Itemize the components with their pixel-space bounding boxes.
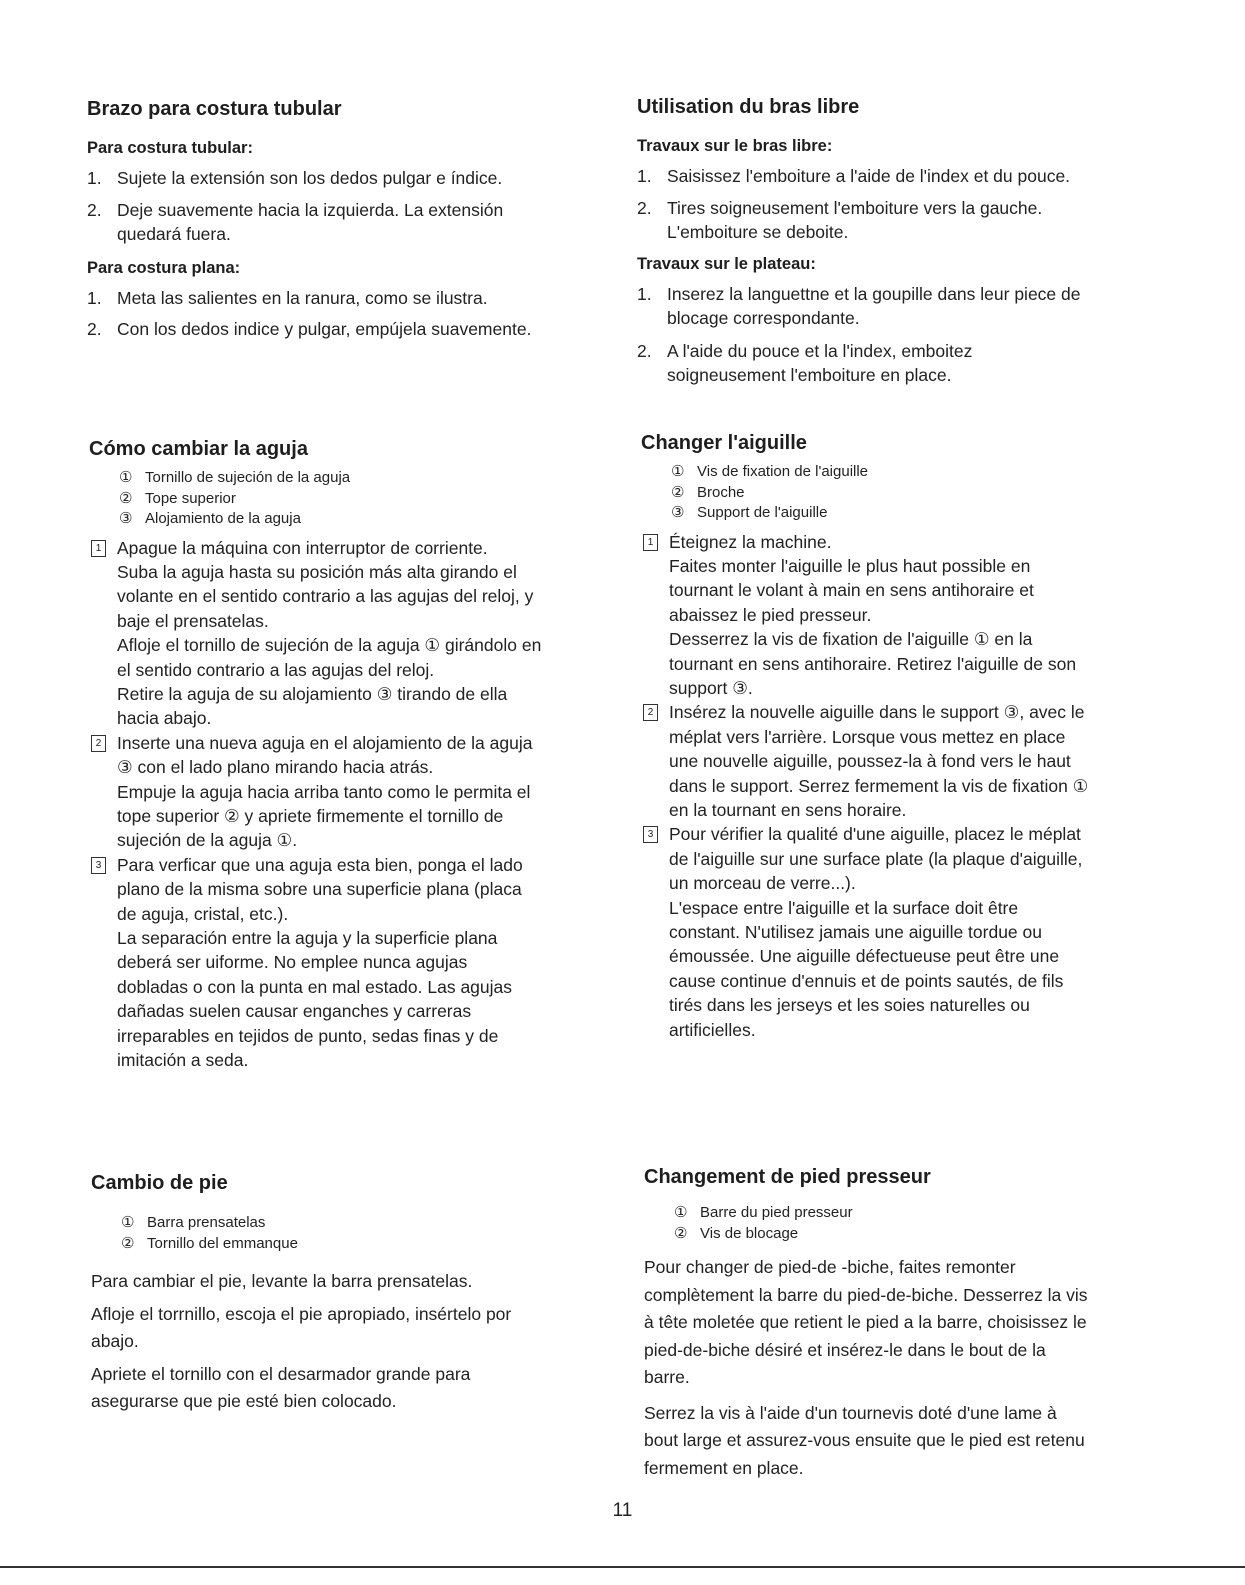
bottom-rule	[0, 1566, 1245, 1568]
es-foot-title: Cambio de pie	[91, 1172, 228, 1194]
legend-item: ② Tope superior	[119, 489, 236, 507]
es-needle-step-1: 1 Apague la máquina con interruptor de corriente. Suba la aguja hasta su posición más alta girando el volante en el sentido contrario a las agujas del reloj, y baje el prensatelas. Afloje el tornillo de sujeción de la aguja ① girándolo en el sentido contrario a las agujas del reloj. Retire la aguja de su alojamiento ③ tirando de ella hacia abajo.	[89, 536, 614, 731]
step-number-box: 3	[91, 857, 106, 874]
fr-needle-title: Changer l'aiguille	[641, 432, 807, 454]
es-tubular-section	[87, 98, 607, 342]
es-foot-para-3: Apriete el tornillo con el desarmador grande para asegurarse que pie esté bien colocado.	[91, 1364, 471, 1411]
legend-item: ② Vis de blocage	[674, 1224, 799, 1242]
step-number-box: 2	[91, 735, 106, 752]
step-number-box: 2	[643, 704, 658, 721]
list-item: 2. A l'aide du pouce et la l'index, emboitez soigneusement l'emboiture en place.	[637, 340, 973, 385]
legend-item: ① Vis de fixation de l'aiguille	[671, 463, 869, 480]
es-tubular-sub2-list	[87, 286, 607, 342]
list-item: 1. Meta las salientes en la ranura, como se ilustra.	[87, 287, 488, 308]
legend-item: ① Barra prensatelas	[121, 1214, 266, 1231]
fr-foot-para-2: Serrez la vis à l'aide d'un tournevis doté d'une lame à bout large et assurez-vous ensuite que le pied est retenu fermement en place.	[644, 1402, 1085, 1478]
es-tubular-sub1-list	[87, 166, 607, 247]
fr-tubular-sub2: Travaux sur le plateau:	[637, 254, 816, 273]
legend-item: ① Tornillo de sujeción de la aguja	[119, 469, 351, 486]
es-tubular-sub2: Para costura plana:	[87, 258, 241, 277]
fr-tubular-section	[637, 96, 1197, 388]
es-foot-section	[91, 1172, 611, 1415]
fr-needle-step-1: 1 Éteignez la machine. Faites monter l'aiguille le plus haut possible en tournant le volant à main en sens antihoraire et abaissez le pied presseur. Desserrez la vis de fixation de l'aiguille ① en la tournant en sens antihoraire. Retirez l'aiguille de son support ③.	[641, 530, 1201, 701]
fr-tubular-title: Utilisation du bras libre	[637, 96, 860, 118]
list-item: 1. Sujete la extensión son los dedos pulgar e índice.	[87, 168, 503, 188]
fr-needle-section	[641, 432, 1201, 1042]
es-needle-legend	[89, 468, 614, 530]
fr-tubular-sub1: Travaux sur le bras libre:	[637, 137, 833, 155]
list-item: 2. Con los dedos indice y pulgar, empújela suavemente.	[87, 319, 532, 339]
fr-foot-legend	[644, 1203, 1214, 1244]
es-tubular-title: Brazo para costura tubular	[87, 98, 342, 120]
list-item: 1. Saisissez l'emboiture a l'aide de l'index et du pouce.	[637, 166, 1071, 186]
es-needle-section	[89, 438, 614, 1072]
fr-tubular-sub1-list	[637, 164, 1197, 245]
list-item: 1. Inserez la languettne et la goupille dans leur piece de blocage correspondante.	[637, 283, 1081, 328]
es-needle-step-3: 3 Para verficar que una aguja esta bien, ponga el lado plano de la misma sobre una superficie plana (placa de aguja, cristal, etc.). La separación entre la aguja y la superficie plana deberá ser uiforme. No emplee nunca agujas dobladas o con la punta en mal estado. Las agujas dañadas suelen causar enganches y carreras irreparables en tejidos de punto, sedas finas y de imitación a seda.	[89, 853, 614, 1073]
fr-tubular-sub2-list	[637, 282, 1197, 388]
legend-item: ② Tornillo del emmanque	[121, 1234, 298, 1252]
es-needle-step-2: 2 Inserte una nueva aguja en el alojamiento de la aguja ③ con el lado plano mirando hacia atrás. Empuje la aguja hacia arriba tanto como le permita el tope superior ② y apriete firmemente el tornillo de sujeción de la aguja ①.	[89, 731, 614, 853]
fr-foot-para-1: Pour changer de pied-de -biche, faites remonter complètement la barre du pied-de-biche. Desserrez la vis à tête moletée que retient le pied a la barre, choisissez le pied-de-biche désiré et insérez-le dans le bout de la barre.	[644, 1257, 1088, 1387]
es-foot-legend	[91, 1213, 611, 1254]
fr-needle-step-2: 2 Insérez la nouvelle aiguille dans le support ③, avec le méplat vers l'arrière. Lorsque vous mettez en place une nouvelle aiguille, poussez-la à fond vers le haut dans le support. Serrez fermement la vis de fixation ① en la tournant en sens horaire.	[641, 700, 1201, 822]
page-number: 11	[612, 1500, 633, 1521]
legend-item: ② Broche	[671, 483, 745, 501]
es-tubular-sub1: Para costura tubular:	[87, 139, 253, 157]
fr-needle-legend	[641, 462, 1201, 524]
legend-item: ③ Alojamiento de la aguja	[119, 510, 301, 527]
es-foot-para-1: Para cambiar el pie, levante la barra prensatelas.	[91, 1271, 473, 1291]
list-item: 2. Tires soigneusement l'emboiture vers la gauche. L'emboiture se deboite.	[637, 197, 1043, 242]
legend-item: ③ Support de l'aiguille	[671, 504, 828, 521]
es-foot-para-2: Afloje el torrnillo, escoja el pie apropiado, insértelo por abajo.	[91, 1304, 512, 1351]
legend-item: ① Barre du pied presseur	[674, 1204, 853, 1221]
step-number-box: 3	[643, 826, 658, 843]
es-needle-title: Cómo cambiar la aguja	[89, 438, 308, 460]
fr-foot-title: Changement de pied presseur	[644, 1166, 931, 1188]
fr-needle-step-3: 3 Pour vérifier la qualité d'une aiguille, placez le méplat de l'aiguille sur une surface plate (la plaque d'aiguille, un morceau de verre...). L'espace entre l'aiguille et la surface doit être constant. N'utilisez jamais une aiguille tordue ou émoussée. Une aiguille défectueuse peut être une cause continue d'ennuis et de points sautés, de fils tirés dans les jerseys et les soies naturelles ou artificielles.	[641, 822, 1201, 1042]
step-number-box: 1	[91, 540, 106, 557]
step-number-box: 1	[643, 534, 658, 551]
list-item: 2. Deje suavemente hacia la izquierda. La extensión quedará fuera.	[87, 199, 504, 244]
fr-foot-section	[644, 1166, 1214, 1482]
